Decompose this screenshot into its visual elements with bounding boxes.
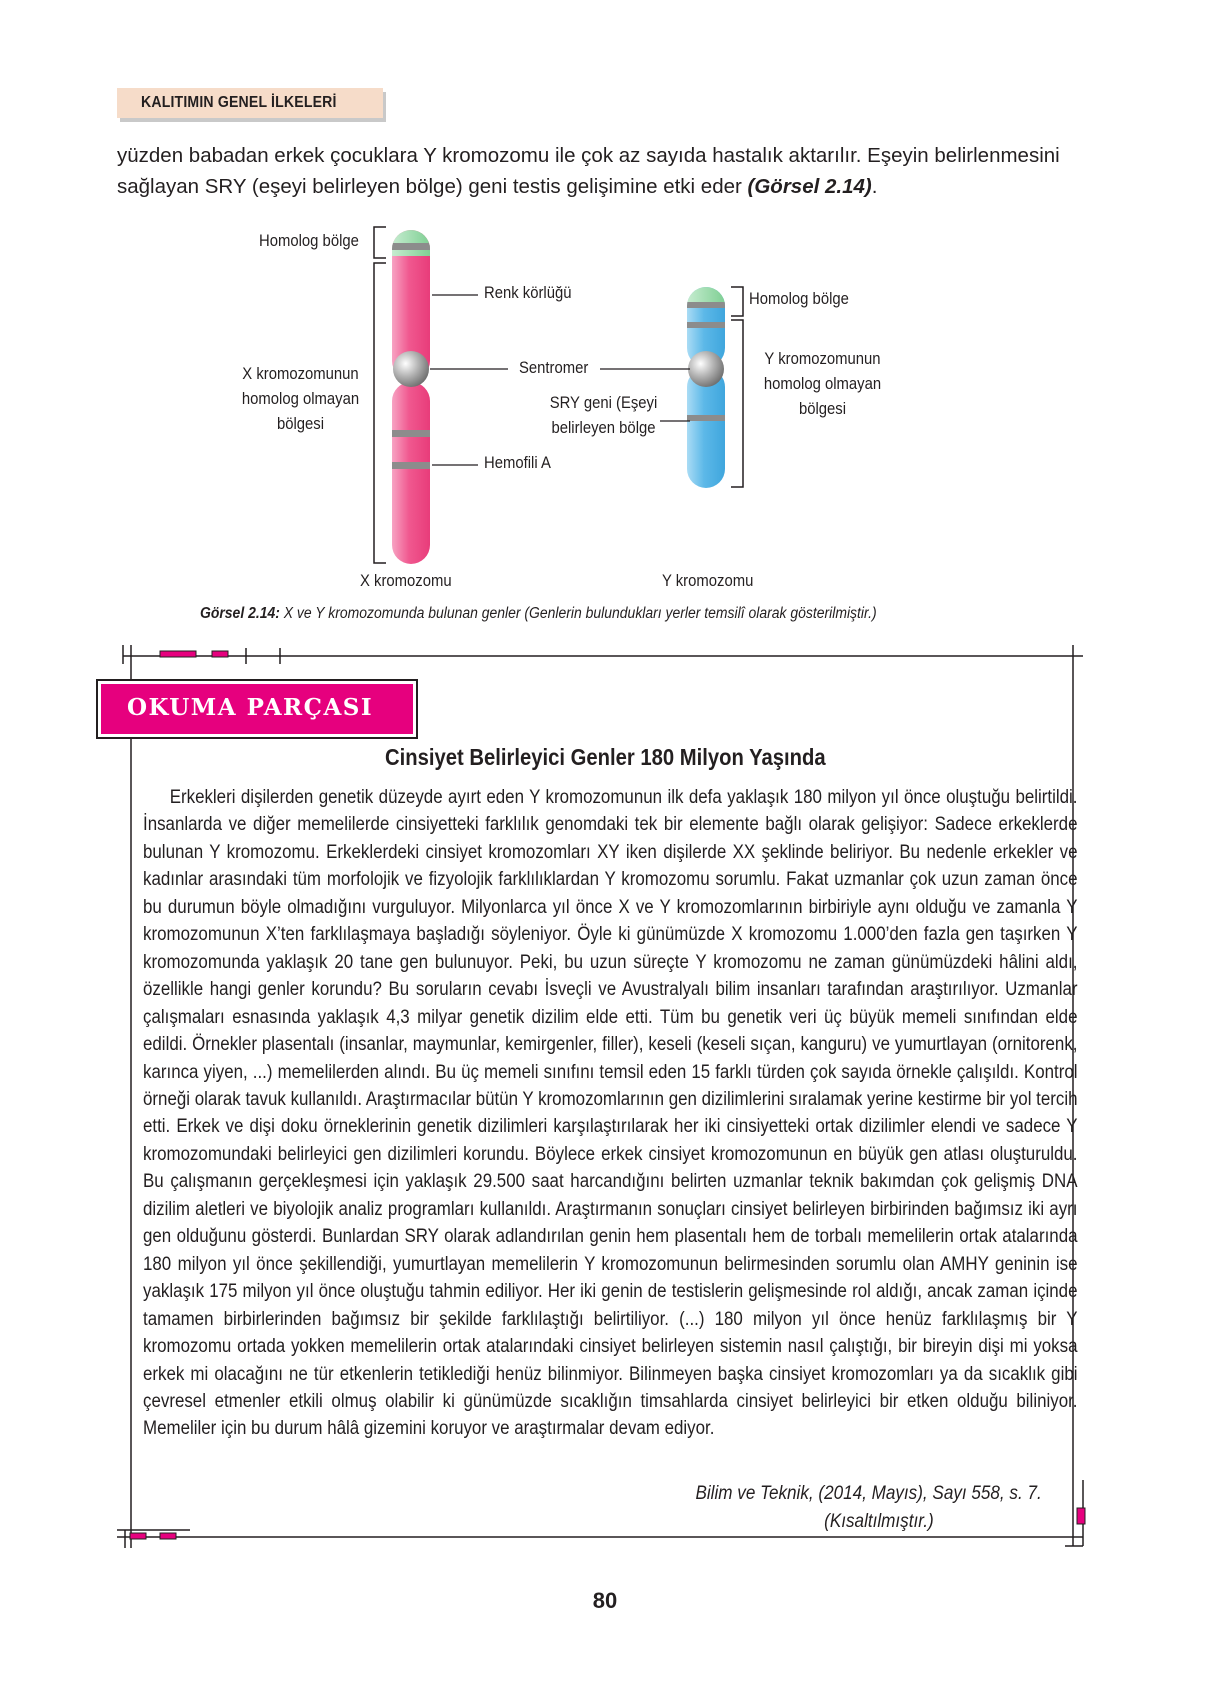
x-chromosome <box>392 230 430 564</box>
y-centromere <box>688 351 724 387</box>
section-title: KALITIMIN GENEL İLKELERİ <box>141 94 337 111</box>
figure-reference: (Görsel 2.14) <box>747 175 872 198</box>
centromere-label: Sentromer <box>519 359 589 377</box>
color-blindness-label: Renk körlüğü <box>484 284 572 302</box>
source-citation: Bilim ve Teknik, (2014, Mayıs), Sayı 558, s. 7. <box>695 1483 1042 1504</box>
x-centromere <box>393 351 429 387</box>
intro-text-end: . <box>871 175 878 198</box>
x-brackets <box>374 227 386 563</box>
y-chromosome <box>687 287 725 488</box>
chromosome-diagram <box>0 0 1210 640</box>
x-nonhomolog-line: homolog olmayan <box>241 390 360 408</box>
figure-caption <box>200 605 877 623</box>
caption-text: X ve Y kromozomunda bulunan genler (Genlerin bulundukları yerler temsilî olarak gösterilmiştir.) <box>279 605 877 622</box>
source-note: (Kısaltılmıştır.) <box>824 1511 934 1532</box>
reading-title-text: Cinsiyet Belirleyici Genler 180 Milyon Yaşında <box>384 744 826 770</box>
y-chromosome-name: Y kromozomu <box>662 572 754 590</box>
reading-badge-label: OKUMA PARÇASI <box>127 694 374 721</box>
caption-label: Görsel 2.14: <box>200 605 280 622</box>
sry-line: belirleyen bölge <box>551 419 656 437</box>
page-number: 80 <box>592 1588 618 1613</box>
y-nonhomolog-line: bölgesi <box>798 400 847 418</box>
reading-source <box>696 1480 1042 1536</box>
reading-body: Erkekleri dişilerden genetik düzeyde ayırt eden Y kromozomunun ilk defa yaklaşık 180 milyon yıl önce oluştuğu belirtildi. İnsanlarda ve diğer memelilerde cinsiyetteki farklılık genomdaki tek bir elemente bağlı olarak gelişiyor: Sadece erkeklerde bulunan Y kromozomu. Erkeklerdeki cinsiyet kromozomları XY iken dişilerde XX şeklinde beliriyor. Bu nedenle erkekler ve kadınlar arasındaki tüm morfolojik ve fizyolojik farklılıklardan Y kromozomu sorumlu. Fakat uzmanlar çok uzun zaman önce bu durumun böyle olmadığını vurguluyor. Milyonlarca yıl önce X ve Y kromozomlarının birbiriyle aynı olduğu ve zamanla Y kromozomunun X’ten farklılaşmaya başladığı söyleniyor. Öyle ki günümüzde X kromozomu 1.000’den fazla gen taşırken Y kromozomunda yaklaşık 20 tane gen bulunuyor. Peki, bu uzun süreçte Y kromozomu ne zaman günümüzdeki hâlini aldı, özellikle hangi genler korundu? Bu soruların cevabı İsveçli ve Avustralyalı bilim insanları tarafından araştırılıyor. Uzmanlar çalışmaları esnasında yaklaşık 4,3 milyar genetik dizilim elde etti. Tüm bu genetik veri üç büyük memeli sınıfından elde edildi. Örnekler plasentalı (insanlar, maymunlar, kemirgenler, filler), keseli (keseli sıçan, kanguru) ve yumurtlayan (ornitorenk, karınca yiyen, ...) memelilerden alındı. Bu üç memeli sınıfını temsil eden 15 farklı türden çok sayıda örnekle çalışıldı. Kontrol örneği olarak tavuk kullanıldı. Araştırmacılar bütün Y kromozomlarının gen dizilimlerini sıralamak yerine kestirme bir yol tercih etti. Erkek ve dişi doku örneklerinin genetik dizilimleri karşılaştırılarak her iki cinsiyetteki ortak dizilimler elendi ve sadece Y kromozomundaki belirleyici gen dizilimleri korundu. Böylece erkek cinsiyet kromozomunun en büyük gen atlası oluşturuldu. Bu çalışmanın gerçekleşmesi için yaklaşık 29.500 saat harcandığını belirten uzmanlar teknik bakımdan çok gelişmiş DNA dizilim aletleri ve biyolojik analiz programları kullanıldı. Araştırmanın sonuçları cinsiyet belirleyen birbirinden bağımsız iki ayrı gen olduğunu gösterdi. Bunlardan SRY olarak adlandırılan genin hem plasentalı hem de torbalı memelilerin ortak atalarında 180 milyon yıl önce şekillendiği, yumurtlayan memelilerin Y kromozomunun belirmesinden sorumlu olan AMHY geninin ise yaklaşık 175 milyon yıl önce oluştuğu tahmin ediliyor. Her iki genin de testislerin gelişmesinde rol aldığı, ancak zaman içinde tamamen birbirlerinden bağımsız bir şekilde farklılaştığı belirtiliyor. (...) 180 milyon yıl önce henüz farklılaşmış bir Y kromozomu ortada yokken memelilerin ortak atalarındaki cinsiyet belirleyen sistemin nasıl çalıştığı, bir bireyin dişi mi yoksa erkek mi olacağını ne tür etkenlerin tetiklediği henüz bilinmiyor. Bilinmeyen başka cinsiyet kromozomları ya da sıcaklık gibi çevresel etmenler etkili olmuş olabilir ki günümüzde sıcaklığın timsahlarda cinsiyet belirleyici bir etken olduğu biliniyor. Memeliler için bu durum hâlâ gizemini koruyor ve araştırmalar devam ediyor. <box>143 787 1078 1440</box>
sry-line: SRY geni (Eşeyi <box>549 394 658 412</box>
x-nonhomolog-label <box>233 362 368 437</box>
y-nonhomolog-line: homolog olmayan <box>763 375 882 393</box>
x-nonhomolog-line: bölgesi <box>276 415 325 433</box>
x-homolog-label: Homolog bölge <box>259 232 359 250</box>
x-chromosome-name: X kromozomu <box>360 572 452 590</box>
y-nonhomolog-label <box>755 347 890 422</box>
sry-label <box>545 391 662 441</box>
y-brackets <box>731 287 743 487</box>
y-nonhomolog-line: Y kromozomunun <box>764 350 881 368</box>
y-homolog-label: Homolog bölge <box>749 290 849 308</box>
chromosome-figure <box>0 0 1210 640</box>
reading-title <box>0 744 1210 771</box>
hemophilia-label: Hemofili A <box>484 454 551 472</box>
x-nonhomolog-line: X kromozomunun <box>242 365 359 383</box>
reading-badge <box>98 681 416 737</box>
intro-text: yüzden babadan erkek çocuklara Y kromozomu ile çok az sayıda hastalık aktarılır. Eşeyin belirlenmesini sağlayan SRY (eşeyi belirleyen bölge) geni testis gelişimine etki eder <box>117 144 1060 198</box>
